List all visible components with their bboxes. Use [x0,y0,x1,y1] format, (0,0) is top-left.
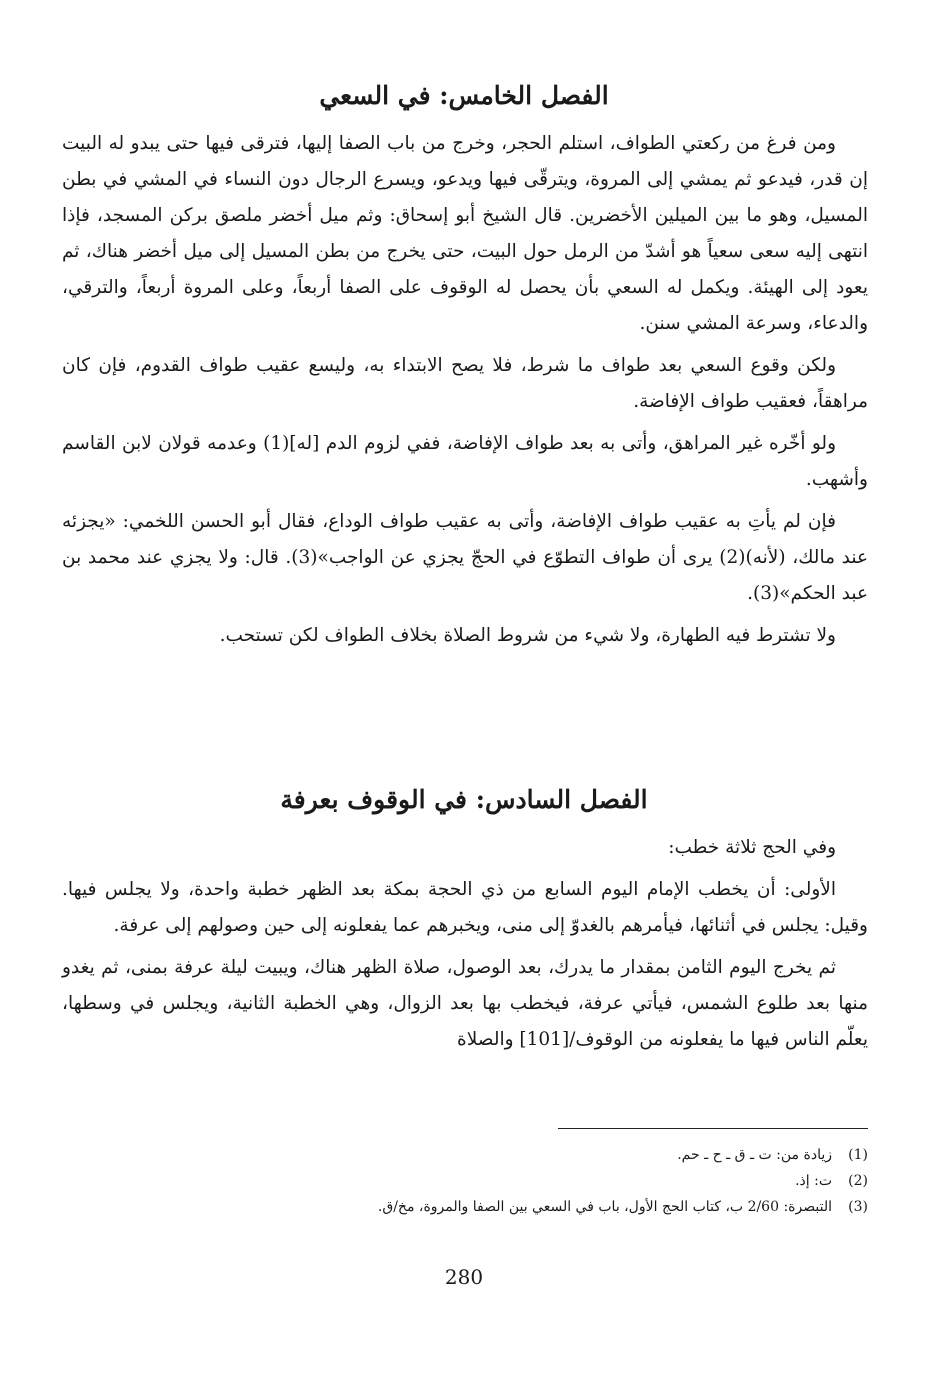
chapter-6-body [62,830,868,1064]
chapter-6-title: الفصل السادس: في الوقوف بعرفة [280,785,648,814]
paragraph: فإن لم يأتِ به عقيب طواف الإفاضة، وأتى به عقيب طواف الوداع، فقال أبو الحسن اللخمي: «يجزئه عند مالك، (لأنه)(2) يرى أن طواف التطوّع في الحجّ يجزي عن الواجب»(3). قال: ولا يجزي عند محمد بن عبد الحكم»(3). [62,511,869,604]
paragraph: ولا تشترط فيه الطهارة، ولا شيء من شروط الصلاة بخلاف الطواف لكن تستحب. [219,625,836,646]
footnote-divider [558,1128,868,1129]
page-number: 280 [444,1265,484,1289]
footnote-number: (2) [848,1173,868,1189]
paragraph: ولكن وقوع السعي بعد طواف ما شرط، فلا يصح الابتداء به، وليسع عقيب طواف القدوم، فإن كان مراهقاً، فعقيب طواف الإفاضة. [62,355,868,412]
footnote-number: (3) [848,1199,868,1215]
paragraph: الأولى: أن يخطب الإمام اليوم السابع من ذي الحجة بمكة بعد الظهر خطبة واحدة، ولا يجلس فيها. وقيل: يجلس في أثنائها، فيأمرهم بالغدوّ إلى منى، ويخبرهم عما يفعلونه إلى حين وصولهم إلى عرفة. [62,879,868,936]
footnote-text: التبصرة: 2/60 ب، كتاب الحج الأول، باب في السعي بين الصفا والمروة، مخ/ق. [377,1199,832,1215]
footnote [62,1194,868,1220]
chapter-5-body [62,126,868,660]
paragraph: ولو أخّره غير المراهق، وأتى به بعد طواف الإفاضة، ففي لزوم الدم [له](1) وعدمه قولان لابن القاسم وأشهب. [62,433,868,490]
footnotes [62,1142,868,1220]
paragraph: ثم يخرج اليوم الثامن بمقدار ما يدرك، بعد الوصول، صلاة الظهر هناك، ويبيت ليلة عرفة بمنى، ثم يغدو منها بعد طلوع الشمس، فيأتي عرفة، فيخطب بها بعد الزوال، وهي الخطبة الثانية، ويجلس في وسطها، يعلّم الناس فيها ما يفعلونه من الوقوف/[101] والصلاة [62,957,868,1050]
paragraph: ومن فرغ من ركعتي الطواف، استلم الحجر، وخرج من باب الصفا إليها، فترقى فيها حتى يبدو له البيت إن قدر، فيدعو ثم يمشي إلى المروة، ويترقّى فيها ويدعو، ويسرع الرجال دون النساء في المشي في بطن المسيل، وهو ما بين الميلين الأخضرين. قال الشيخ أبو إسحاق: وثم ميل أخضر ملصق بركن المسجد، فإذا انتهى إليه سعى سعياً هو أشدّ من الرمل حول البيت، حتى يخرج من بطن المسيل إلى ميل أخضر هناك، ثم يعود إلى الهيئة. ويكمل له السعي بأن يحصل له الوقوف على الصفا أربعاً، وعلى المروة أربعاً، والترقي، والدعاء، وسرعة المشي سنن. [62,133,868,334]
chapter-5-title: الفصل الخامس: في السعي [319,81,609,110]
footnote-text: ت: إذ. [795,1173,832,1189]
footnote-number: (1) [848,1147,868,1163]
footnote [62,1142,868,1168]
footnote-text: زيادة من: ت ـ ق ـ ح ـ حم. [677,1147,832,1163]
paragraph: وفي الحج ثلاثة خطب: [668,837,836,858]
footnote [62,1168,868,1194]
